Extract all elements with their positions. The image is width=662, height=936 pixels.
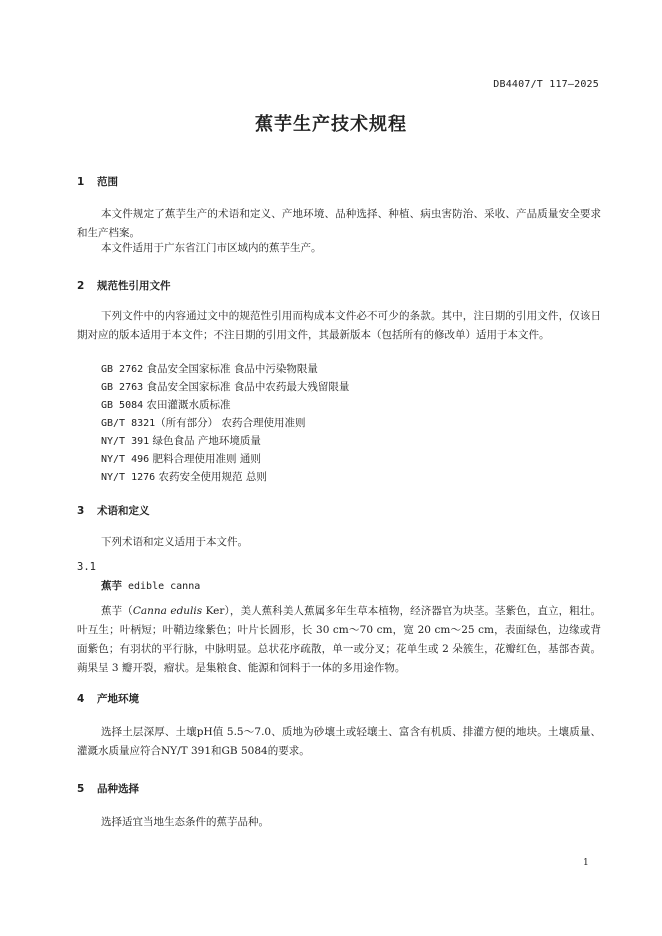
section-number: 3: [77, 505, 85, 517]
reference-code: GB 5084: [101, 400, 144, 411]
section-5-heading: [77, 781, 139, 796]
section-1-paragraph-2: 本文件适用于广东省江门市区域内的蕉芋生产。: [101, 242, 322, 254]
section-title: 品种选择: [97, 783, 139, 795]
definition-text: Ker），美人蕉科美人蕉属多年生草本植物，经济器官为块茎。茎紫色，直立，粗壮。叶互生；叶柄短；叶鞘边缘紫色；叶片长圆形，长 30 cm～70 cm，宽 20 cm～25 cm，表面绿色，边缘或背面紫色；有羽状的平行脉，中脉明显。总状花序疏散，单一或分叉；花单生或 2 朵簇生，花瓣红色，基部杏黄。蒴果呈 3 瓣开裂，瘤状。是集粮食、能源和饲料于一体的多用途作物。: [77, 605, 601, 674]
page-number: 1: [583, 858, 589, 868]
term-chinese: 蕉芋: [101, 580, 122, 592]
reference-title: 农田灌溉水质标准: [146, 399, 231, 411]
section-3-heading: [77, 503, 150, 518]
reference-title: 农药安全使用规范 总则: [158, 471, 267, 483]
section-3-paragraph-1: 下列术语和定义适用于本文件。: [101, 536, 248, 548]
term-definition: [77, 602, 601, 678]
latin-name: Canna edulis: [132, 605, 203, 617]
section-4-heading: [77, 691, 139, 706]
definition-text: 蕉芋（: [101, 605, 133, 617]
reference-code: NY/T 496: [101, 454, 150, 465]
reference-code: NY/T 1276: [101, 472, 156, 483]
section-title: 规范性引用文件: [97, 280, 171, 292]
reference-code: NY/T 391: [101, 436, 150, 447]
section-number: 2: [77, 280, 85, 292]
reference-title: 食品安全国家标准 食品中农药最大残留限量: [146, 381, 350, 393]
section-number: 1: [77, 176, 85, 188]
section-2-paragraph-1: 下列文件中的内容通过文中的规范性引用而构成本文件必不可少的条款。其中，注日期的引用文件，仅该日期对应的版本适用于本文件；不注日期的引用文件，其最新版本（包括所有的修改单）适用于本文件。: [77, 310, 601, 341]
reference-title: 肥料合理使用准则 通则: [152, 453, 261, 465]
reference-title: 绿色食品 产地环境质量: [152, 435, 261, 447]
reference-item: [101, 450, 261, 469]
section-title: 范围: [97, 176, 118, 188]
reference-code: GB 2762: [101, 364, 144, 375]
document-number: DB4407/T 117—2025: [493, 79, 599, 90]
reference-code: GB/T 8321: [101, 418, 156, 429]
reference-item: [101, 378, 349, 397]
section-title: 产地环境: [97, 693, 139, 705]
term-english: edible canna: [128, 581, 201, 592]
section-2-heading: [77, 278, 171, 293]
reference-title: （所有部分） 农药合理使用准则: [155, 417, 306, 429]
reference-item: [101, 432, 261, 451]
section-1-heading: [77, 174, 118, 189]
reference-title: 食品安全国家标准 食品中污染物限量: [146, 363, 318, 375]
reference-item: [101, 360, 318, 379]
reference-item: [101, 414, 306, 433]
section-4-paragraph-1: 选择土层深厚、土壤pH值 5.5～7.0、质地为砂壤土或轻壤土、富含有机质、排灌方便的地块。土壤质量、灌溉水质量应符合NY/T 391和GB 5084的要求。: [77, 726, 601, 757]
term-heading: [101, 578, 200, 593]
section-1-paragraph-1: 本文件规定了蕉芋生产的术语和定义、产地环境、品种选择、种植、病虫害防治、采收、产品质量安全要求和生产档案。: [77, 208, 601, 239]
section-title: 术语和定义: [97, 505, 150, 517]
term-number: 3.1: [77, 561, 96, 573]
section-number: 4: [77, 693, 85, 705]
reference-code: GB 2763: [101, 382, 144, 393]
page-title: 蕉芋生产技术规程: [255, 114, 407, 135]
reference-item: [101, 396, 231, 415]
section-5-paragraph-1: 选择适宜当地生态条件的蕉芋品种。: [101, 816, 269, 828]
section-number: 5: [77, 783, 85, 795]
reference-item: [101, 468, 267, 487]
